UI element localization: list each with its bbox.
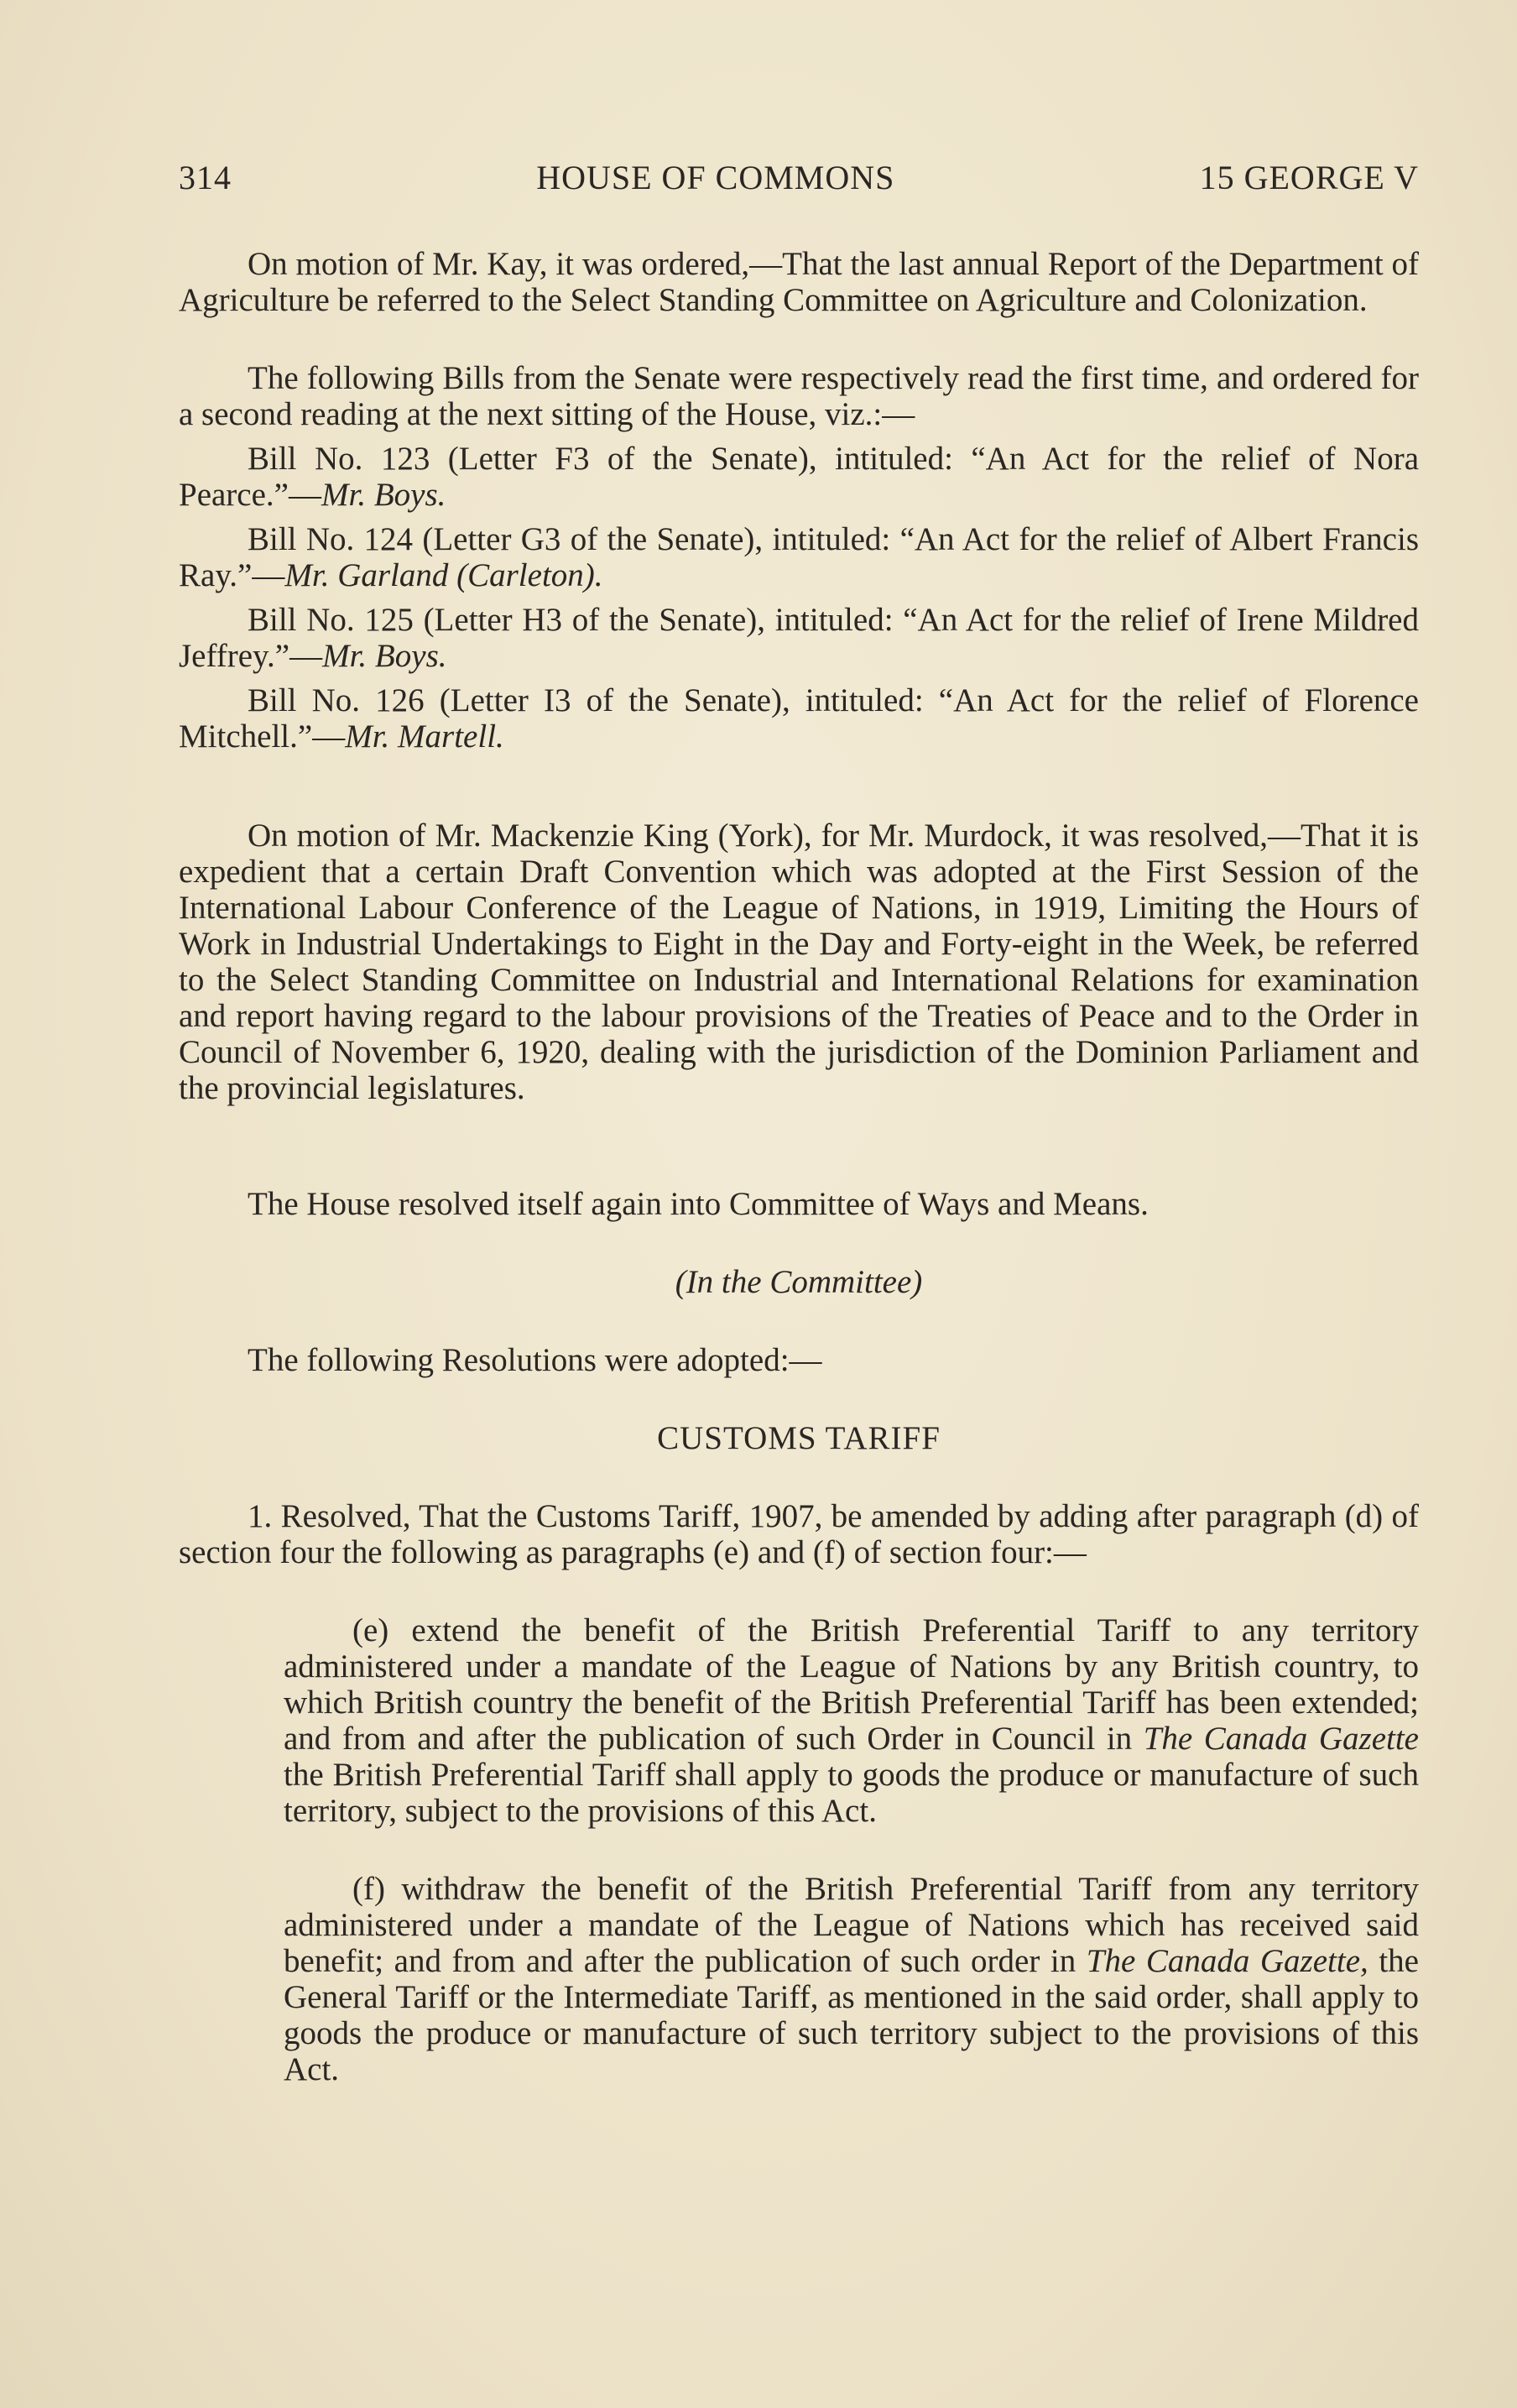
paragraph-e: (e) extend the benefit of the British Preferential Tariff to any territory administered under a mandate of the League of Nations by any British country, to which British country the benefit of the British Preferential Tariff has been extended; and from and after the publication of such Order in Council in The Canada Gazette the British Preferential Tariff shall apply to goods the produce or manufacture of such territory, subject to the provisions of this Act. xyxy=(284,1612,1419,1829)
bill-126: Bill No. 126 (Letter I3 of the Senate), intituled: “An Act for the relief of Florence Mitchell.”—Mr. Martell. xyxy=(179,682,1419,755)
regnal-year: 15 GEORGE V xyxy=(1199,159,1419,196)
in-committee: (In the Committee) xyxy=(675,1264,923,1300)
bill-member: Mr. Martell. xyxy=(345,718,504,755)
running-title: HOUSE OF COMMONS xyxy=(536,159,895,196)
bill-member: Mr. Boys. xyxy=(322,638,447,674)
bill-member: Mr. Boys. xyxy=(321,477,446,513)
running-header xyxy=(179,159,1419,196)
page-content xyxy=(179,159,1419,2087)
gazette-title: The Canada Gazette xyxy=(1143,1721,1419,1757)
page-number: 314 xyxy=(179,159,232,196)
paragraph-f: (f) withdraw the benefit of the British Preferential Tariff from any territory administered under a mandate of the League of Nations which has received said benefit; and from and after the publication of such order in The Canada Gazette, the General Tariff or the Intermediate Tariff, as mentioned in the said order, shall apply to goods the produce or manufacture of such territory subject to the provisions of this Act. xyxy=(284,1871,1419,2087)
resolution-1: 1. Resolved, That the Customs Tariff, 1907, be amended by adding after paragraph (d) of section four the following as paragraphs (e) and (f) of section four:— xyxy=(179,1498,1419,1570)
house-resolved: The House resolved itself again into Committee of Ways and Means. xyxy=(248,1186,1149,1222)
resolutions-intro: The following Resolutions were adopted:— xyxy=(248,1342,822,1378)
motion-mackenzie-king: On motion of Mr. Mackenzie King (York), for Mr. Murdock, it was resolved,—That it is expedient that a certain Draft Convention which was adopted at the First Session of the International Labour Conference of the League of Nations, in 1919, Limiting the Hours of Work in Industrial Undertakings to Eight in the Day and Forty-eight in the Week, be referred to the Select Standing Committee on Industrial and International Relations for examination and report having regard to the labour provisions of the Treaties of Peace and to the Order in Council of November 6, 1920, dealing with the jurisdiction of the Dominion Parliament and the provincial legislatures. xyxy=(179,817,1419,1106)
bills-intro: The following Bills from the Senate were respectively read the first time, and ordered for a second reading at the next sitting of the House, viz.:— xyxy=(179,360,1419,432)
bill-member: Mr. Garland (Carleton). xyxy=(284,557,603,593)
section-heading: CUSTOMS TARIFF xyxy=(657,1420,941,1456)
bill-125: Bill No. 125 (Letter H3 of the Senate), intituled: “An Act for the relief of Irene Mildred Jeffrey.”—Mr. Boys. xyxy=(179,602,1419,674)
bill-123: Bill No. 123 (Letter F3 of the Senate), intituled: “An Act for the relief of Nora Pearce.”—Mr. Boys. xyxy=(179,441,1419,513)
bill-124: Bill No. 124 (Letter G3 of the Senate), intituled: “An Act for the relief of Albert Francis Ray.”—Mr. Garland (Carleton). xyxy=(179,521,1419,593)
motion-kay: On motion of Mr. Kay, it was ordered,—That the last annual Report of the Department of Agriculture be referred to the Select Standing Committee on Agriculture and Colonization. xyxy=(179,246,1419,318)
gazette-title: The Canada Gazette, xyxy=(1086,1943,1368,1979)
